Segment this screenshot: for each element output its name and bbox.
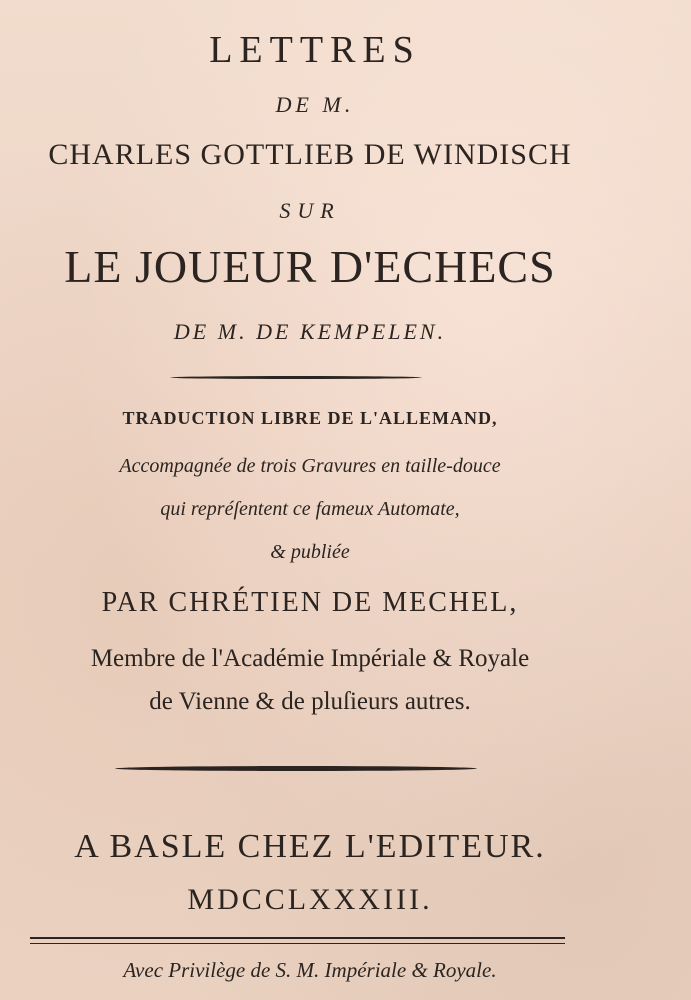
engravings-note-line2: qui repréſentent ce fameux Automate,: [160, 498, 460, 520]
imprint: A BASLE CHEZ L'EDITEUR.: [74, 828, 546, 865]
author-name: CHARLES GOTTLIEB DE WINDISCH: [48, 138, 572, 171]
title-de-m: DE M.: [275, 92, 355, 117]
publisher-name: PAR CHRÉTIEN DE MECHEL,: [101, 587, 519, 618]
translation-note: TRADUCTION LIBRE DE L'ALLEMAND,: [122, 408, 498, 428]
published-note: & publiée: [270, 541, 350, 563]
title-subject: LE JOUEUR D'ECHECS: [64, 241, 556, 292]
divider-rule-bottom-thin: [30, 943, 565, 944]
title-sur: SUR: [279, 198, 341, 223]
divider-rule-middle: [115, 766, 477, 771]
divider-rule-bottom: [30, 937, 565, 939]
publisher-affiliation-line1: Membre de l'Académie Impériale & Royale: [90, 645, 530, 672]
engravings-note-line1: Accompagnée de trois Gravures en taille-douce: [119, 455, 501, 477]
privilege-note: Avec Privilège de S. M. Impériale & Royale.: [123, 958, 497, 982]
title-kempelen: DE M. DE KEMPELEN.: [173, 319, 447, 344]
publisher-affiliation-line2: de Vienne & de pluſieurs autres.: [149, 688, 471, 715]
divider-rule-top: [170, 376, 422, 379]
title-lettres: LETTRES: [209, 29, 421, 71]
publication-year: MDCCLXXXIII.: [187, 883, 433, 916]
